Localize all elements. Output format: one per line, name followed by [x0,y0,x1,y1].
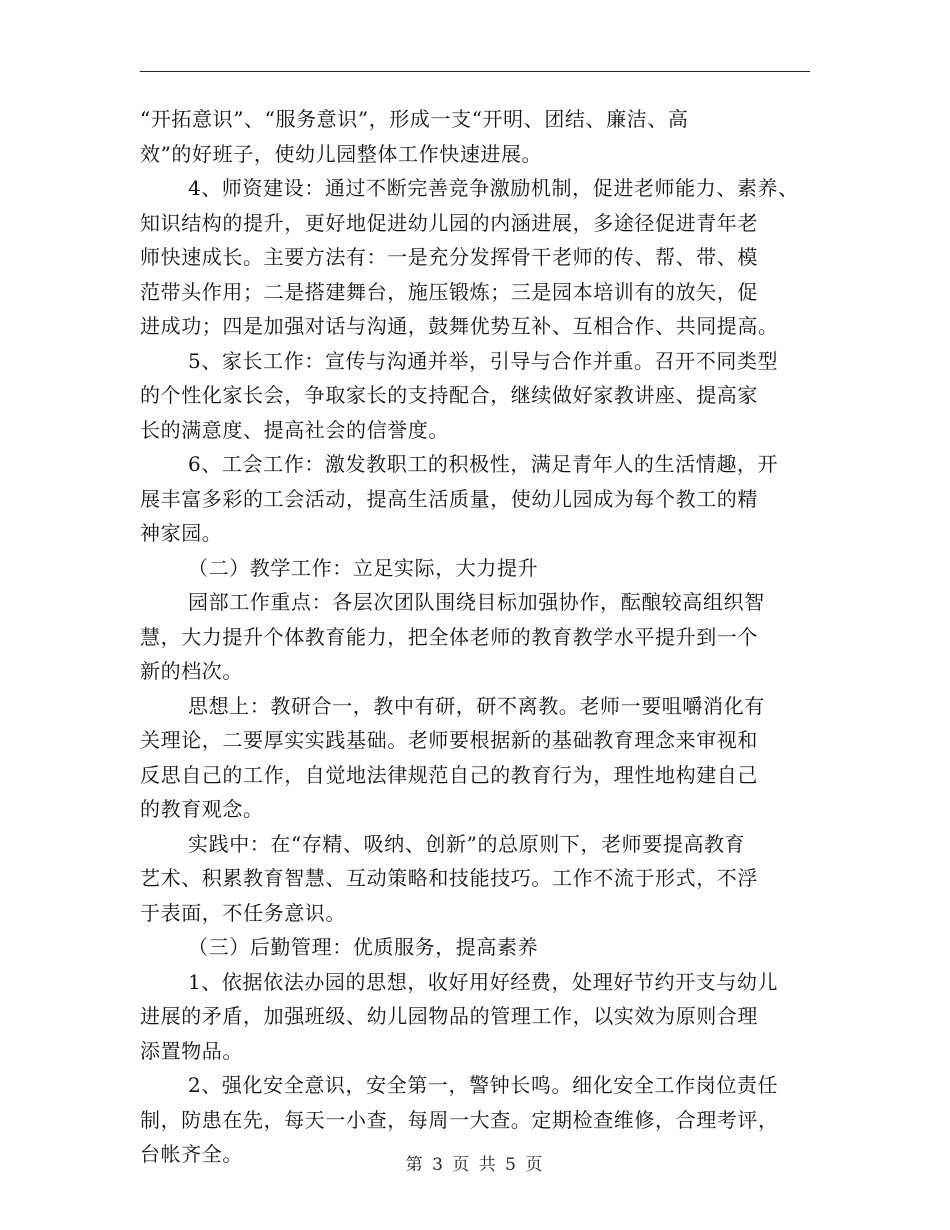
paragraph-ideology [140,689,812,827]
text-line: 6、工会工作：激发教职工的积极性，满足青年人的生活情趣，开 [188,452,779,476]
text-line: 添置物品。 [140,1038,243,1063]
text-line: 反思自己的工作，自觉地法律规范自己的教育行为，理性地构建自己 [140,762,758,787]
paragraph-funds [140,965,812,1069]
text-line: 实践中：在“存精、吸纳、创新”的总原则下，老师要提高教育 [188,831,746,856]
text-line: 思想上：教研合一，教中有研，研不离教。老师一要咀嚼消化有 [188,693,765,718]
text-line: 园部工作重点：各层次团队围绕目标加强协作，酝酿较高组织智 [188,590,765,614]
paragraph-union-work [140,447,812,551]
text-line: 效”的好班子，使幼儿园整体工作快速进展。 [140,141,543,166]
paragraph-practice [140,827,812,931]
page-number: 第 3 页 共 5 页 [405,1155,545,1175]
section-heading-teaching [140,551,812,586]
text-line: 5、家长工作：宣传与沟通并举，引导与合作并重。召开不同类型 [188,348,779,373]
paragraph-continuation [140,102,812,171]
header-rule [140,71,810,72]
text-line: 的个性化家长会，争取家长的支持配合，继续做好家教讲座、提高家 [140,383,758,407]
text-line: “开拓意识”、“服务意识”，形成一支“开明、团结、廉洁、高 [140,107,689,131]
text-line: 知识结构的提升，更好地促进幼儿园的内涵进展，多途径促进青年老 [140,210,758,235]
text-line: 范带头作用；二是搭建舞台，施压锻炼；三是园本培训有的放矢，促 [140,279,758,304]
text-line: 1、依据依法办园的思想，收好用好经费，处理好节约开支与幼儿 [188,969,779,994]
text-line: 慧，大力提升个体教育能力，把全体老师的教育教学水平提升到一个 [140,624,758,649]
paragraph-teacher-building [140,171,812,344]
text-line: 师快速成长。主要方法有：一是充分发挥骨干老师的传、帮、带、模 [140,245,758,269]
paragraph-department-focus [140,585,812,689]
text-line: 长的满意度、提高社会的信誉度。 [140,417,449,442]
text-line: 于表面，不任务意识。 [140,900,346,925]
document-body [140,102,812,1172]
paragraph-parent-work [140,344,812,448]
text-line: 展丰富多彩的工会活动，提高生活质量，使幼儿园成为每个教工的精 [140,486,758,511]
text-line: 的教育观念。 [140,797,264,821]
text-line: 进展的矛盾，加强班级、幼儿园物品的管理工作，以实效为原则合理 [140,1004,758,1028]
text-line: 4、师资建设：通过不断完善竞争激励机制，促进老师能力、素养、 [188,176,799,200]
text-line: 台帐齐全。 [140,1142,243,1166]
text-line: 新的档次。 [140,659,243,683]
text-line: （三）后勤管理：优质服务，提高素养 [188,935,539,959]
text-line: 关理论，二要厚实实践基础。老师要根据新的基础教育理念来审视和 [140,728,758,752]
text-line: 制，防患在先，每天一小查，每周一大查。定期检查维修，合理考评， [140,1107,779,1132]
text-line: 进成功；四是加强对话与沟通，鼓舞优势互补、互相合作、共同提高。 [140,314,779,338]
text-line: 神家园。 [140,521,223,545]
section-heading-logistics [140,930,812,965]
text-line: （二）教学工作：立足实际，大力提升 [188,555,539,580]
text-line: 艺术、积累教育智慧、互动策略和技能技巧。工作不流于形式，不浮 [140,866,758,890]
text-line: 2、强化安全意识，安全第一，警钟长鸣。细化安全工作岗位责任 [188,1073,779,1097]
